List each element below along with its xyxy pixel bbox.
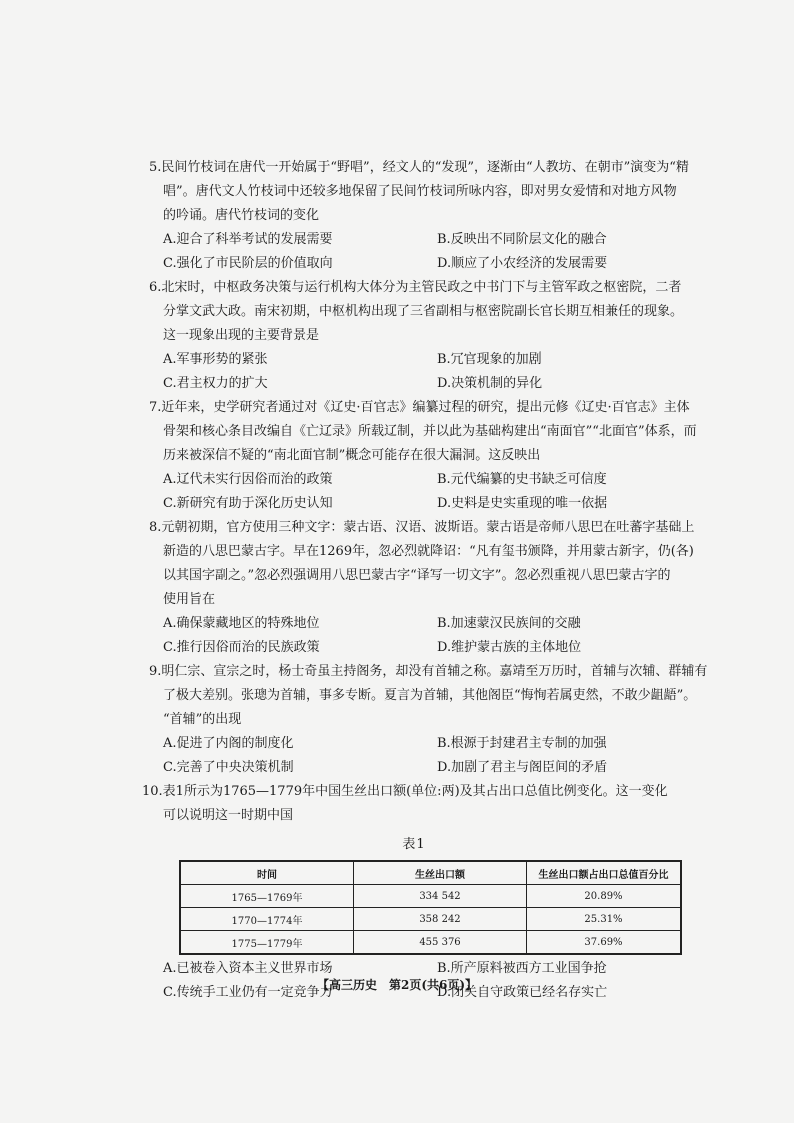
question-9-line-2: 了极大差别。张璁为首辅，事多专断。夏言为首辅，其他阁臣“悔恂若属吏然，不敢少龃龉”。 xyxy=(163,688,697,703)
question-8-line-4: 使用旨在 xyxy=(163,592,216,607)
question-6-options-row-1 xyxy=(149,348,679,372)
question-10-option-a: A.已被卷入资本主义世界市场 xyxy=(163,961,333,976)
question-6-line-2: 分掌文武大政。南宋初期，中枢机构出现了三省副相与枢密院副长官长期互相兼任的现象。 xyxy=(163,304,684,319)
table-header-percent: 生丝出口额占出口总值百分比 xyxy=(527,861,682,885)
question-10-line-2: 可以说明这一时期中国 xyxy=(163,808,294,823)
questions xyxy=(142,156,708,1005)
question-6-option-b: B.冗官现象的加剧 xyxy=(437,352,542,367)
question-6-option-d: D.决策机制的异化 xyxy=(437,376,543,391)
question-6-option-c: C.君主权力的扩大 xyxy=(163,376,268,391)
question-7 xyxy=(149,396,697,516)
table-cell-percent: 37.69% xyxy=(527,931,682,955)
question-7-option-a: A.辽代未实行因俗而治的政策 xyxy=(163,472,333,487)
question-5-options-row-1 xyxy=(149,228,679,252)
question-8-options-row-1 xyxy=(149,612,679,636)
question-8-line-2: 新造的八思巴蒙古字。早在1269年，忽必烈就降诏：“凡有玺书颁降，并用蒙古新字，仍(各) xyxy=(163,544,694,559)
table-header-export: 生丝出口额 xyxy=(354,861,527,885)
question-9-line-3: “首辅”的出现 xyxy=(163,712,242,727)
question-9-option-c: C.完善了中央决策机制 xyxy=(163,760,294,775)
question-10-line-1: 10.表1所示为1765—1779年中国生丝出口额(单位:两)及其占出口总值比例变化。这一变化 xyxy=(142,784,668,799)
question-8-line-3: 以其国字副之。”忽必烈强调用八思巴蒙古字“译写一切文字”。忽必烈重视八思巴蒙古字的 xyxy=(163,568,671,583)
table-caption: 表1 xyxy=(402,837,426,852)
question-8-options-row-2 xyxy=(149,636,679,660)
question-5-line-1: 5.民间竹枝词在唐代一开始属于“野唱”，经文人的“发现”，逐渐由“人教坊、在朝市”演变为“精 xyxy=(149,160,689,175)
silk-export-table xyxy=(179,860,682,955)
question-10-option-b: B.所产原料被西方工业国争抢 xyxy=(437,961,607,976)
table-header-time: 时间 xyxy=(180,861,354,885)
page-footer: 【高三历史 第2页(共6页)】 xyxy=(316,978,478,992)
question-6-options-row-2 xyxy=(149,372,679,396)
question-7-line-3: 历来被深信不疑的“南北面官制”概念可能存在很大漏洞。这反映出 xyxy=(163,448,541,463)
question-9-options-row-1 xyxy=(149,732,679,756)
question-7-options-row-1 xyxy=(149,468,679,492)
question-6-line-3: 这一现象出现的主要背景是 xyxy=(163,328,320,343)
question-8-option-b: B.加速蒙汉民族间的交融 xyxy=(437,616,581,631)
question-9 xyxy=(149,660,708,780)
question-7-line-2: 骨架和核心条目改编自《亡辽录》所载辽制，并以此为基础构建出“南面官”“北面官”体系，而 xyxy=(163,424,697,439)
question-8-option-c: C.推行因俗而治的民族政策 xyxy=(163,640,320,655)
question-10 xyxy=(142,780,679,1005)
question-5 xyxy=(149,156,689,276)
table-cell-export: 455 376 xyxy=(354,931,527,955)
question-6 xyxy=(149,276,684,396)
question-5-option-b: B.反映出不同阶层文化的融合 xyxy=(437,232,607,247)
question-6-line-1: 6.北宋时，中枢政务决策与运行机构大体分为主管民政之中书门下与主管军政之枢密院，二者 xyxy=(149,280,682,295)
table-cell-export: 334 542 xyxy=(354,885,527,908)
question-10-option-d: D.闭关自守政策已经名存实亡 xyxy=(437,985,608,1000)
question-10-option-c: C.传统手工业仍有一定竞争力 xyxy=(163,985,333,1000)
question-5-options-row-2 xyxy=(149,252,679,276)
question-8-line-1: 8.元朝初期，官方使用三种文字：蒙古语、汉语、波斯语。蒙古语是帝师八思巴在吐蕃字基础上 xyxy=(149,520,695,535)
question-7-option-c: C.新研究有助于深化历史认知 xyxy=(163,496,333,511)
question-5-option-d: D.顺应了小农经济的发展需要 xyxy=(437,256,608,271)
table-row xyxy=(180,908,681,931)
question-8-option-a: A.确保蒙藏地区的特殊地位 xyxy=(163,616,320,631)
question-9-option-b: B.根源于封建君主专制的加强 xyxy=(437,736,607,751)
question-5-line-2: 唱”。唐代文人竹枝词中还较多地保留了民间竹枝词所咏内容，即对男女爱情和对地方风物 xyxy=(163,184,677,199)
question-9-options-row-2 xyxy=(149,756,679,780)
question-5-option-c: C.强化了市民阶层的价值取向 xyxy=(163,256,333,271)
table-cell-percent: 20.89% xyxy=(527,885,682,908)
question-9-line-1: 9.明仁宗、宣宗之时，杨士奇虽主持阁务，却没有首辅之称。嘉靖至万历时，首辅与次辅、群辅有 xyxy=(149,664,708,679)
question-5-line-3: 的吟诵。唐代竹枝词的变化 xyxy=(163,208,320,223)
table-row xyxy=(180,931,681,955)
question-5-option-a: A.迎合了科举考试的发展需要 xyxy=(163,232,333,247)
question-7-option-b: B.元代编纂的史书缺乏可信度 xyxy=(437,472,607,487)
question-8 xyxy=(149,516,695,660)
question-7-option-d: D.史料是史实重现的唯一依据 xyxy=(437,496,608,511)
question-9-option-a: A.促进了内阁的制度化 xyxy=(163,736,294,751)
question-8-option-d: D.维护蒙古族的主体地位 xyxy=(437,640,582,655)
table-cell-time: 1765—1769年 xyxy=(180,885,354,908)
question-9-option-d: D.加剧了君主与阁臣间的矛盾 xyxy=(437,760,608,775)
table-cell-time: 1775—1779年 xyxy=(180,931,354,955)
table-cell-export: 358 242 xyxy=(354,908,527,931)
question-6-option-a: A.军事形势的紧张 xyxy=(163,352,268,367)
question-7-line-1: 7.近年来，史学研究者通过对《辽史·百官志》编纂过程的研究，提出元修《辽史·百官志》主体 xyxy=(149,400,690,415)
table-cell-time: 1770—1774年 xyxy=(180,908,354,931)
table-row xyxy=(180,885,681,908)
table-header-row xyxy=(180,861,681,885)
question-7-options-row-2 xyxy=(149,492,679,516)
table-cell-percent: 25.31% xyxy=(527,908,682,931)
